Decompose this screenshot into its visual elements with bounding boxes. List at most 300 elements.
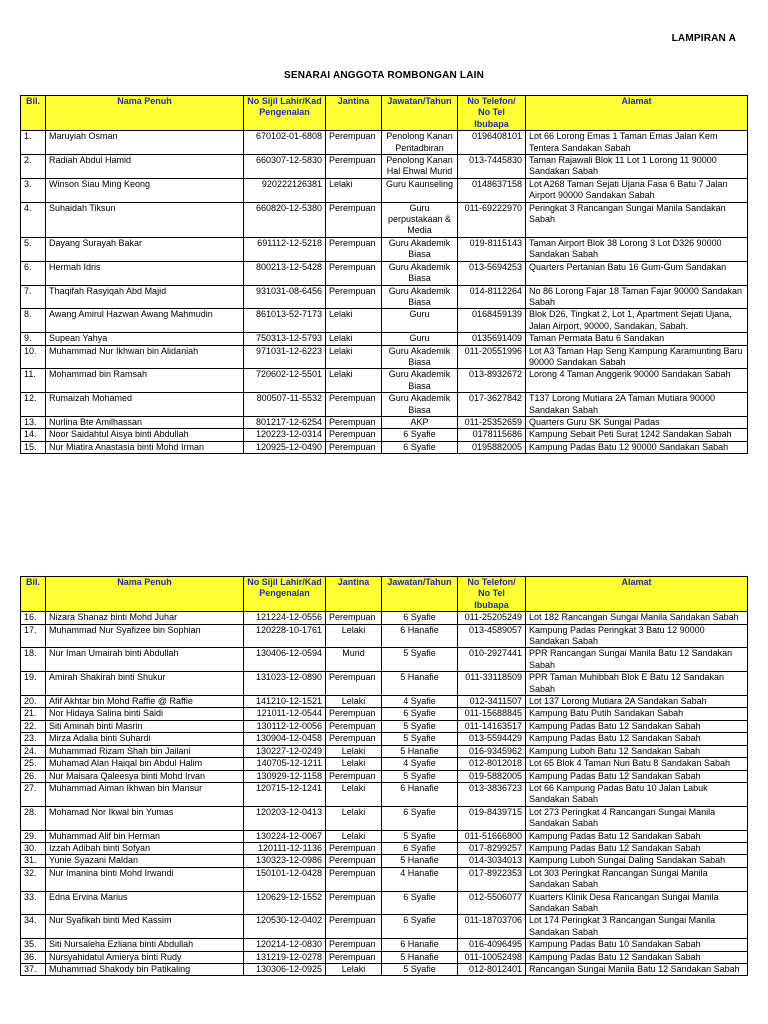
cell-ic: 130306-12-0925 [244,964,326,976]
cell-telefon: 013-5694253 [458,261,526,285]
cell-ic: 120925-12-0490 [244,441,326,453]
cell-jantina: Lelaki [326,782,382,806]
cell-nama: Muhammad Nur Ikhwan bin Alidaniah [46,345,244,369]
cell-bil: 24. [21,745,46,757]
cell-telefon: 0195882005 [458,441,526,453]
table-row [21,782,748,806]
cell-ic: 691112-12-5218 [244,237,326,261]
cell-bil: 5. [21,237,46,261]
header-jantina: Jantina [326,96,382,131]
table-row [21,770,748,782]
header-telefon: No Telefon/ No Tel Ibubapa [458,96,526,131]
cell-alamat: Lot 66 Lorong Emas 1 Taman Emas Jalan Kem Tentera Sandakan Sabah [526,131,748,155]
cell-ic: 131023-12-0890 [244,672,326,696]
cell-jantina: Lelaki [326,758,382,770]
cell-bil: 10. [21,345,46,369]
cell-ic: 131219-12-0278 [244,951,326,963]
cell-jantina: Perempuan [326,891,382,915]
member-table-2 [20,576,748,976]
cell-telefon: 011-51666800 [458,830,526,842]
cell-ic: 750313-12-5793 [244,333,326,345]
table-row [21,369,748,393]
cell-ic: 130227-12-0249 [244,745,326,757]
cell-alamat: Kampung Luboh Batu 12 Sandakan Sabah [526,745,748,757]
cell-ic: 130112-12-0056 [244,720,326,732]
cell-nama: Noor Saidahtul Aisya binti Abdullah [46,429,244,441]
cell-alamat: No 86 Lorong Fajar 18 Taman Fajar 90000 Sandakan Sabah [526,285,748,309]
cell-telefon: 0168459139 [458,309,526,333]
cell-telefon: 019-5882005 [458,770,526,782]
cell-telefon: 012-8012018 [458,758,526,770]
table-row [21,855,748,867]
cell-ic: 130406-12-0594 [244,648,326,672]
cell-jantina: Perempuan [326,915,382,939]
table-row [21,758,748,770]
cell-bil: 6. [21,261,46,285]
table-row [21,964,748,976]
cell-ic: 670102-01-6808 [244,131,326,155]
cell-jawatan: Penolong Kanan Pentadbiran [382,131,458,155]
cell-jawatan: 6 Syafie [382,915,458,939]
member-table-1 [20,95,748,454]
cell-alamat: Kuarters Klinik Desa Rancangan Sungai Manila Sandakan Sabah [526,891,748,915]
cell-nama: Nur Iman Umairah binti Abdullah [46,648,244,672]
cell-nama: Afif Akhtar bin Mohd Raffie @ Raffie [46,696,244,708]
cell-jantina: Perempuan [326,261,382,285]
cell-nama: Mohammad bin Ramsah [46,369,244,393]
cell-alamat: Lot 303 Peringkat Rancangan Sungai Manila Sandakan Sabah [526,867,748,891]
cell-telefon: 012-5506077 [458,891,526,915]
cell-alamat: Taman Permata Batu 6 Sandakan [526,333,748,345]
cell-telefon: 011-18703706 [458,915,526,939]
cell-ic: 120203-12-0413 [244,806,326,830]
cell-jantina: Lelaki [326,178,382,202]
cell-bil: 28. [21,806,46,830]
header-ic: No Sijil Lahir/Kad Pengenalan [244,96,326,131]
cell-nama: Muhammad Rizam Shah bin Jailani [46,745,244,757]
cell-jantina: Lelaki [326,309,382,333]
cell-nama: Nizara Shanaz binti Mohd Juhar [46,612,244,624]
cell-jantina: Lelaki [326,333,382,345]
cell-nama: Izzah Adibah binti Sofyan [46,842,244,854]
cell-bil: 20. [21,696,46,708]
cell-ic: 120214-12-0830 [244,939,326,951]
cell-alamat: Lot 174 Peringkat 3 Rancangan Sungai Manila Sandakan Sabah [526,915,748,939]
cell-ic: 660820-12-5380 [244,202,326,237]
cell-telefon: 013-5594429 [458,733,526,745]
cell-bil: 30. [21,842,46,854]
cell-telefon: 011-20551996 [458,345,526,369]
cell-telefon: 014-3034013 [458,855,526,867]
cell-ic: 120629-12-1552 [244,891,326,915]
cell-nama: Nur Maisara Qaleesya binti Mohd Irvan [46,770,244,782]
cell-jawatan: 4 Syafie [382,758,458,770]
cell-alamat: PPR Taman Muhibbah Blok E Batu 12 Sandakan Sabah [526,672,748,696]
cell-jantina: Perempuan [326,951,382,963]
table-row [21,285,748,309]
cell-bil: 29. [21,830,46,842]
cell-jantina: Perempuan [326,202,382,237]
cell-bil: 9. [21,333,46,345]
cell-telefon: 010-2927441 [458,648,526,672]
cell-nama: Mirza Adalia binti Suhardi [46,733,244,745]
cell-bil: 11. [21,369,46,393]
cell-ic: 920222126381 [244,178,326,202]
cell-jantina: Perempuan [326,770,382,782]
cell-jawatan: 5 Syafie [382,964,458,976]
table-row [21,915,748,939]
cell-alamat: Rancangan Sungai Manila Batu 12 Sandakan Sabah [526,964,748,976]
cell-bil: 14. [21,429,46,441]
header-jawatan: Jawatan/Tahun [382,577,458,612]
cell-jawatan: 6 Syafie [382,891,458,915]
table-row [21,416,748,428]
cell-telefon: 013-8932672 [458,369,526,393]
cell-nama: Muhamad Alan Haiqal bin Abdul Halim [46,758,244,770]
table-row [21,237,748,261]
table-header-row [21,96,748,131]
cell-jantina: Lelaki [326,745,382,757]
cell-ic: 971031-12-6223 [244,345,326,369]
lampiran-label: LAMPIRAN A [671,33,736,44]
cell-ic: 120223-12-0314 [244,429,326,441]
cell-ic: 150101-12-0428 [244,867,326,891]
cell-bil: 17. [21,624,46,648]
cell-alamat: Taman Rajawali Blok 11 Lot 1 Lorong 11 90000 Sandakan Sabah [526,155,748,179]
header-bil: Bil. [21,96,46,131]
cell-alamat: Quarters Pertanian Batu 16 Gum-Gum Sandakan [526,261,748,285]
cell-jantina: Lelaki [326,830,382,842]
table-row [21,333,748,345]
cell-bil: 8. [21,309,46,333]
table-body-2 [21,612,748,976]
cell-bil: 32. [21,867,46,891]
cell-jawatan: 5 Hanafie [382,951,458,963]
cell-nama: Muhammad Aiman Ikhwan bin Mansur [46,782,244,806]
cell-alamat: Kampung Padas Batu 12 Sandakan Sabah [526,770,748,782]
cell-jantina: Lelaki [326,964,382,976]
cell-jawatan: 6 Hanafie [382,624,458,648]
cell-telefon: 012-3411507 [458,696,526,708]
table-row [21,842,748,854]
cell-telefon: 017-8299257 [458,842,526,854]
cell-bil: 36. [21,951,46,963]
cell-nama: Nor Hidaya Salina binti Saidi [46,708,244,720]
cell-ic: 130929-12-1158 [244,770,326,782]
cell-bil: 1. [21,131,46,155]
cell-alamat: Kampung Padas Batu 12 Sandakan Sabah [526,733,748,745]
cell-bil: 21. [21,708,46,720]
cell-telefon: 011-15688845 [458,708,526,720]
cell-bil: 25. [21,758,46,770]
table-row [21,429,748,441]
cell-telefon: 013-3836723 [458,782,526,806]
header-jantina: Jantina [326,577,382,612]
cell-telefon: 013-4589057 [458,624,526,648]
cell-ic: 130323-12-0986 [244,855,326,867]
table-row [21,951,748,963]
cell-jawatan: Guru [382,309,458,333]
cell-bil: 31. [21,855,46,867]
cell-nama: Awang Amirul Hazwan Awang Mahmudin [46,309,244,333]
cell-jantina: Perempuan [326,285,382,309]
cell-jawatan: Guru Akademik Biasa [382,345,458,369]
table-row [21,131,748,155]
cell-nama: Edna Ervina Marius [46,891,244,915]
cell-ic: 140705-12-1211 [244,758,326,770]
table-row [21,891,748,915]
cell-nama: Thaqifah Rasyiqah Abd Majid [46,285,244,309]
cell-jawatan: Guru perpustakaan & Media [382,202,458,237]
cell-bil: 18. [21,648,46,672]
cell-alamat: Lot 66 Kampung Padas Batu 10 Jalan Labuk Sandakan Sabah [526,782,748,806]
cell-telefon: 0135691409 [458,333,526,345]
cell-bil: 19. [21,672,46,696]
cell-telefon: 019-8115143 [458,237,526,261]
cell-telefon: 017-3627842 [458,393,526,417]
cell-jawatan: 6 Hanafie [382,782,458,806]
table-row [21,393,748,417]
cell-jawatan: 4 Syafie [382,696,458,708]
cell-jantina: Perempuan [326,441,382,453]
cell-alamat: Kampung Sebait Peti Surat 1242 Sandakan Sabah [526,429,748,441]
header-alamat: Alamat [526,96,748,131]
cell-jawatan: Guru [382,333,458,345]
cell-jawatan: 6 Syafie [382,806,458,830]
cell-nama: Siti Nursaleha Ezliana binti Abdullah [46,939,244,951]
cell-nama: Muhammad Nur Syafizee bin Sophian [46,624,244,648]
cell-jantina: Perempuan [326,733,382,745]
cell-jantina: Perempuan [326,867,382,891]
cell-bil: 2. [21,155,46,179]
cell-alamat: Kampung Padas Batu 12 Sandakan Sabah [526,951,748,963]
cell-telefon: 011-69222970 [458,202,526,237]
cell-jantina: Lelaki [326,806,382,830]
cell-telefon: 016-9345962 [458,745,526,757]
cell-telefon: 012-8012401 [458,964,526,976]
cell-nama: Mohamad Nor Ikwal bin Yumas [46,806,244,830]
cell-ic: 801217-12-6254 [244,416,326,428]
table-row [21,696,748,708]
cell-jawatan: 5 Syafie [382,720,458,732]
cell-alamat: Taman Airport Blok 38 Lorong 3 Lot D326 90000 Sandakan Sabah [526,237,748,261]
cell-ic: 120715-12-1241 [244,782,326,806]
table-row [21,939,748,951]
header-nama: Nama Penuh [46,96,244,131]
table-row [21,624,748,648]
cell-jantina: Perempuan [326,237,382,261]
cell-bil: 37. [21,964,46,976]
cell-bil: 3. [21,178,46,202]
cell-alamat: Peringkat 3 Rancangan Sungai Manila Sandakan Sabah [526,202,748,237]
cell-jantina: Perempuan [326,131,382,155]
cell-jawatan: 5 Syafie [382,830,458,842]
cell-nama: Nursyahidatul Amierya binti Rudy [46,951,244,963]
cell-alamat: Kampung Batu Putih Sandakan Sabah [526,708,748,720]
cell-jantina: Perempuan [326,672,382,696]
cell-jantina: Perempuan [326,842,382,854]
cell-ic: 130904-12-0458 [244,733,326,745]
header-telefon: No Telefon/ No Tel Ibubapa [458,577,526,612]
cell-alamat: Kampung Padas Peringkat 3 Batu 12 90000 Sandakan Sabah [526,624,748,648]
cell-bil: 13. [21,416,46,428]
cell-jawatan: 5 Syafie [382,733,458,745]
header-bil: Bil. [21,577,46,612]
cell-ic: 120228-10-1761 [244,624,326,648]
cell-ic: 121224-12-0556 [244,612,326,624]
table-row [21,648,748,672]
cell-telefon: 019-8439715 [458,806,526,830]
cell-jawatan: Guru Akademik Biasa [382,393,458,417]
cell-ic: 931031-08-6456 [244,285,326,309]
cell-jantina: Perempuan [326,939,382,951]
cell-jawatan: Penolong Kanan Hal Ehwal Murid [382,155,458,179]
header-nama: Nama Penuh [46,577,244,612]
cell-alamat: PPR Rancangan Sungai Manila Batu 12 Sandakan Sabah [526,648,748,672]
cell-ic: 861013-52-7173 [244,309,326,333]
cell-telefon: 0148637158 [458,178,526,202]
cell-nama: Muhammad Alif bin Herman [46,830,244,842]
cell-jantina: Perempuan [326,416,382,428]
cell-jantina: Lelaki [326,624,382,648]
table-row [21,720,748,732]
cell-jantina: Lelaki [326,369,382,393]
cell-jawatan: Guru Akademik Biasa [382,237,458,261]
cell-bil: 12. [21,393,46,417]
table-row [21,202,748,237]
cell-alamat: Kampung Padas Batu 12 90000 Sandakan Sabah [526,441,748,453]
header-alamat: Alamat [526,577,748,612]
cell-nama: Siti Aminah binti Masrin [46,720,244,732]
cell-ic: 120530-12-0402 [244,915,326,939]
cell-nama: Nurlina Bte Amilhassan [46,416,244,428]
cell-jantina: Lelaki [326,345,382,369]
cell-ic: 660307-12-5830 [244,155,326,179]
table-row [21,867,748,891]
cell-alamat: Kampung Luboh Sungai Daling Sandakan Sabah [526,855,748,867]
cell-ic: 121011-12-0544 [244,708,326,720]
table-row [21,345,748,369]
cell-telefon: 017-8922353 [458,867,526,891]
table-row [21,441,748,453]
cell-ic: 720602-12-5501 [244,369,326,393]
header-jawatan: Jawatan/Tahun [382,96,458,131]
cell-alamat: Quarters Guru SK Sungai Padas [526,416,748,428]
cell-bil: 23. [21,733,46,745]
cell-nama: Amirah Shakirah binti Shukur [46,672,244,696]
cell-nama: Supean Yahya [46,333,244,345]
cell-jawatan: 6 Syafie [382,441,458,453]
cell-alamat: Lot A268 Taman Sejati Ujana Fasa 6 Batu 7 Jalan Airport 90000 Sandakan Sabah [526,178,748,202]
cell-ic: 120111-12-1136 [244,842,326,854]
cell-alamat: Lot 182 Rancangan Sungai Manila Sandakan Sabah [526,612,748,624]
cell-bil: 27. [21,782,46,806]
cell-nama: Yunie Syazani Maldan [46,855,244,867]
cell-jantina: Perempuan [326,720,382,732]
cell-bil: 7. [21,285,46,309]
cell-ic: 130224-12-0067 [244,830,326,842]
cell-jawatan: 5 Syafie [382,770,458,782]
cell-telefon: 013-7445830 [458,155,526,179]
table-body-1 [21,131,748,454]
cell-ic: 141210-12-1521 [244,696,326,708]
table-row [21,178,748,202]
cell-telefon: 011-10052498 [458,951,526,963]
cell-bil: 15. [21,441,46,453]
cell-ic: 800213-12-5428 [244,261,326,285]
cell-jantina: Perempuan [326,155,382,179]
cell-alamat: Kampung Padas Batu 12 Sandakan Sabah [526,830,748,842]
cell-bil: 16. [21,612,46,624]
cell-jantina: Perempuan [326,612,382,624]
cell-nama: Dayang Surayah Bakar [46,237,244,261]
cell-alamat: Kampung Padas Batu 12 Sandakan Sabah [526,720,748,732]
cell-alamat: Lot 273 Peringkat 4 Rancangan Sungai Manila Sandakan Sabah [526,806,748,830]
table-row [21,806,748,830]
table-header-row [21,577,748,612]
cell-jawatan: 5 Syafie [382,648,458,672]
table-row [21,733,748,745]
cell-bil: 22. [21,720,46,732]
cell-jawatan: 5 Hanafie [382,672,458,696]
table-row [21,672,748,696]
cell-alamat: Lorong 4 Taman Anggerik 90000 Sandakan Sabah [526,369,748,393]
table-row [21,830,748,842]
cell-nama: Nur Miatira Anastasia binti Mohd Irman [46,441,244,453]
table-row [21,155,748,179]
page-title: SENARAI ANGGOTA ROMBONGAN LAIN [283,70,485,81]
cell-jawatan: 6 Syafie [382,708,458,720]
cell-ic: 800507-11-5532 [244,393,326,417]
cell-jantina: Perempuan [326,855,382,867]
cell-nama: Winson Siau Ming Keong [46,178,244,202]
cell-nama: Radiah Abdul Hamid [46,155,244,179]
cell-jawatan: 6 Syafie [382,429,458,441]
cell-bil: 33. [21,891,46,915]
cell-jantina: Perempuan [326,393,382,417]
cell-alamat: Lot 137 Lorong Mutiara 2A Sandakan Sabah [526,696,748,708]
cell-jawatan: 6 Hanafie [382,939,458,951]
cell-alamat: Kampung Padas Batu 12 Sandakan Sabah [526,842,748,854]
header-ic: No Sijil Lahir/Kad Pengenalan [244,577,326,612]
cell-alamat: T137 Lorong Mutiara 2A Taman Mutiara 90000 Sandakan Sabah [526,393,748,417]
table-row [21,261,748,285]
cell-nama: Muhammad Shakody bin Patikaling [46,964,244,976]
cell-jawatan: AKP [382,416,458,428]
cell-nama: Nur Syafikah binti Med Kassim [46,915,244,939]
cell-jawatan: 5 Hanafie [382,745,458,757]
cell-jawatan: Guru Akademik Biasa [382,369,458,393]
cell-jawatan: 4 Hanafie [382,867,458,891]
cell-telefon: 011-25352659 [458,416,526,428]
table-row [21,309,748,333]
cell-telefon: 011-14163517 [458,720,526,732]
cell-nama: Maruyiah Osman [46,131,244,155]
cell-jawatan: Guru Akademik Biasa [382,261,458,285]
cell-telefon: 0196408101 [458,131,526,155]
table-row [21,612,748,624]
cell-jantina: Lelaki [326,696,382,708]
cell-jantina: Murid [326,648,382,672]
cell-jantina: Perempuan [326,708,382,720]
cell-alamat: Blok D26, Tingkat 2, Lot 1, Apartment Sejati Ujana, Jalan Airport, 90000, Sandakan, Sabah. [526,309,748,333]
table-row [21,708,748,720]
cell-nama: Nur Imanina binti Mohd Irwandi [46,867,244,891]
cell-telefon: 011-33118509 [458,672,526,696]
cell-bil: 34. [21,915,46,939]
cell-alamat: Kampung Padas Batu 10 Sandakan Sabah [526,939,748,951]
cell-telefon: 0178115686 [458,429,526,441]
